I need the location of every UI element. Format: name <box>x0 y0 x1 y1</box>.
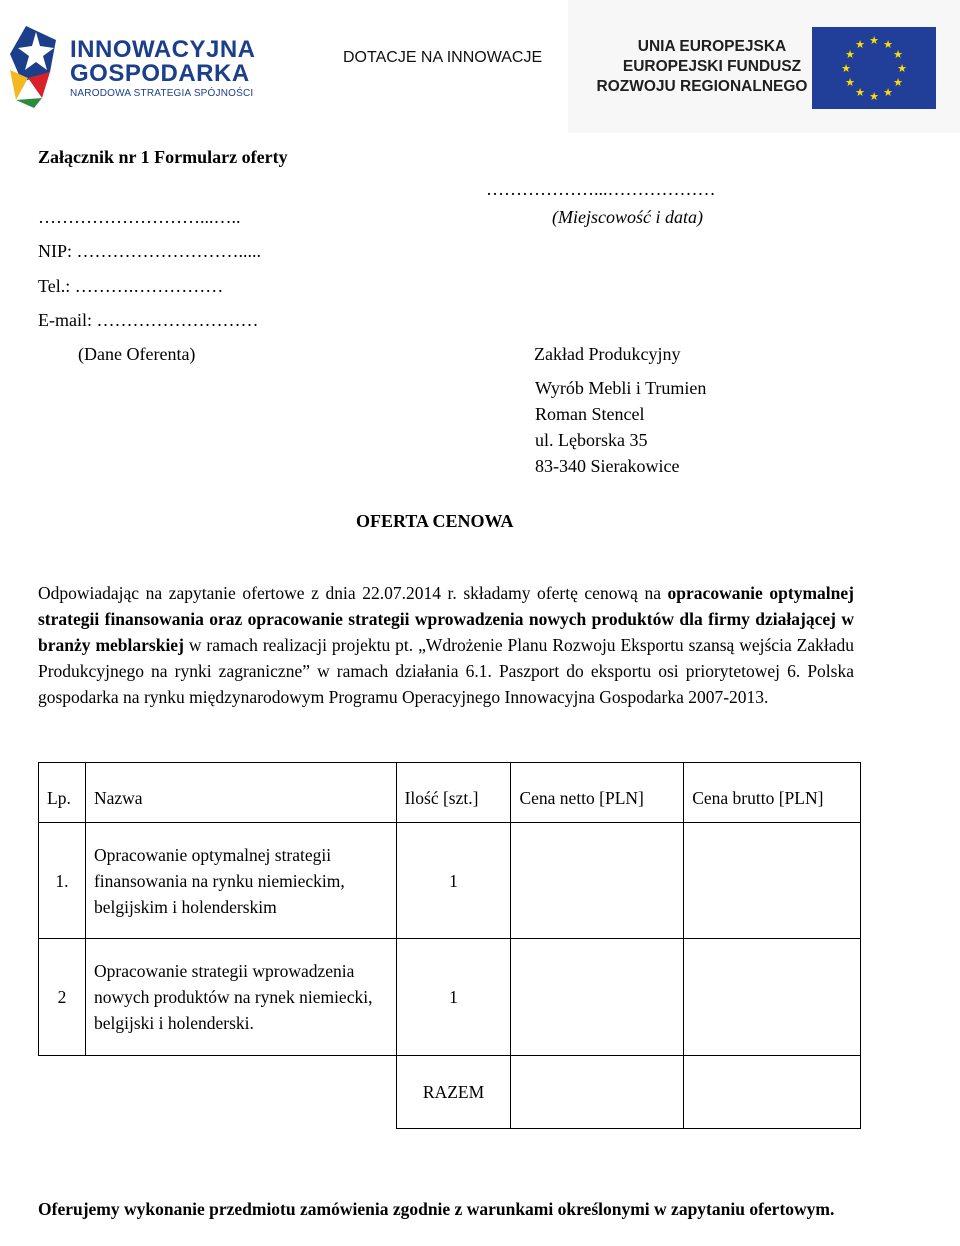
offer-title: OFERTA CENOWA <box>356 511 514 531</box>
recipient-line4: ul. Lęborska 35 <box>535 430 648 450</box>
table-header-row <box>39 763 861 823</box>
total-gross[interactable] <box>684 1056 861 1129</box>
eu-line1: UNIA EUROPEJSKA <box>637 38 787 55</box>
offeror-label: (Dane Oferenta) <box>78 344 196 364</box>
footer-statement: Oferujemy wykonanie przedmiotu zamówienia zgodnie z warunkami określonymi w zapytaniu ofertowym. <box>38 1199 835 1219</box>
total-label: RAZEM <box>396 1056 511 1129</box>
svg-text:★: ★ <box>869 90 879 103</box>
svg-text:★: ★ <box>841 62 851 75</box>
row2-gross[interactable] <box>684 939 861 1056</box>
paragraph-part2-bold: opracowanie optymalnej strategii finansowania oraz opracowanie strategii wprowadzenia nowych produktów dla firmy działającej w branży meblarskiej <box>38 583 854 655</box>
eu-line3: ROZWOJU REGIONALNEGO <box>596 78 808 95</box>
total-net[interactable] <box>511 1056 684 1129</box>
svg-text:★: ★ <box>855 86 865 99</box>
svg-text:★: ★ <box>893 76 903 89</box>
header-name: Nazwa <box>85 763 396 823</box>
svg-text:★: ★ <box>855 38 865 51</box>
row1-gross[interactable] <box>684 823 861 939</box>
svg-text:★: ★ <box>845 48 855 61</box>
offer-table <box>38 762 861 1129</box>
offeror-name-dots: ………………………...….. <box>38 207 241 227</box>
offeror-email: E-mail: ……………………… <box>38 310 259 330</box>
ig-logo-line3: NARODOWA STRATEGIA SPÓJNOŚCI <box>70 88 254 99</box>
offer-paragraph <box>38 580 854 710</box>
eu-flag-icon <box>812 27 936 109</box>
row2-lp: 2 <box>39 939 86 1056</box>
header-net: Cena netto [PLN] <box>511 763 684 823</box>
svg-text:★: ★ <box>869 34 879 47</box>
ig-logo-line2: GOSPODARKA <box>70 60 250 87</box>
row1-net[interactable] <box>511 823 684 939</box>
svg-text:★: ★ <box>845 76 855 89</box>
eu-stars-icon <box>812 27 936 109</box>
header-lp: Lp. <box>39 763 86 823</box>
paragraph-part1: Odpowiadając na zapytanie ofertowe z dnia 22.07.2014 r. składamy ofertę cenową na <box>38 583 668 603</box>
ig-logo-line1: INNOWACYJNA <box>70 36 256 63</box>
recipient-line5: 83-340 Sierakowice <box>535 456 680 476</box>
offeror-nip: NIP: ………………………..... <box>38 241 262 261</box>
svg-text:★: ★ <box>883 86 893 99</box>
paragraph-part3: w ramach realizacji projektu pt. „Wdrożenie Planu Rozwoju Eksportu szansą wejścia Zakładu Produkcyjnego na rynki zagraniczne” w ramach działania 6.1. Paszport do eksportu osi priorytetowej 6. Polska gospodarka na rynku międzynarodowym Programu Operacyjnego Innowacyjna Gospodarka 2007-2013. <box>38 635 854 707</box>
annex-title: Załącznik nr 1 Formularz oferty <box>38 147 288 167</box>
offeror-tel: Tel.: ……….…………… <box>38 276 224 296</box>
header-gross: Cena brutto [PLN] <box>684 763 861 823</box>
ig-star-icon <box>6 18 66 108</box>
row2-name: Opracowanie strategii wprowadzenia nowych produktów na rynek niemiecki, belgijski i holenderski. <box>85 939 396 1056</box>
place-date-label: (Miejscowość i data) <box>552 207 703 227</box>
row1-lp: 1. <box>39 823 86 939</box>
header-qty: Ilość [szt.] <box>396 763 511 823</box>
eu-logo-block <box>568 0 960 133</box>
innowacyjna-gospodarka-logo <box>6 18 266 108</box>
header-tagline: DOTACJE NA INNOWACJE <box>343 49 543 66</box>
place-date-dots: ………………...……………… <box>486 179 716 199</box>
eu-line2: EUROPEJSKI FUNDUSZ <box>622 58 802 75</box>
svg-text:★: ★ <box>883 38 893 51</box>
row1-name: Opracowanie optymalnej strategii finansowania na rynku niemieckim, belgijskim i holenderskim <box>85 823 396 939</box>
row2-net[interactable] <box>511 939 684 1056</box>
recipient-line1: Zakład Produkcyjny <box>534 344 681 364</box>
table-row <box>39 823 861 939</box>
table-total-row <box>39 1056 861 1129</box>
svg-text:★: ★ <box>893 48 903 61</box>
table-row <box>39 939 861 1056</box>
recipient-line2: Wyrób Mebli i Trumien <box>535 378 707 398</box>
svg-text:★: ★ <box>897 62 907 75</box>
row2-qty: 1 <box>396 939 511 1056</box>
recipient-line3: Roman Stencel <box>535 404 645 424</box>
row1-qty: 1 <box>396 823 511 939</box>
